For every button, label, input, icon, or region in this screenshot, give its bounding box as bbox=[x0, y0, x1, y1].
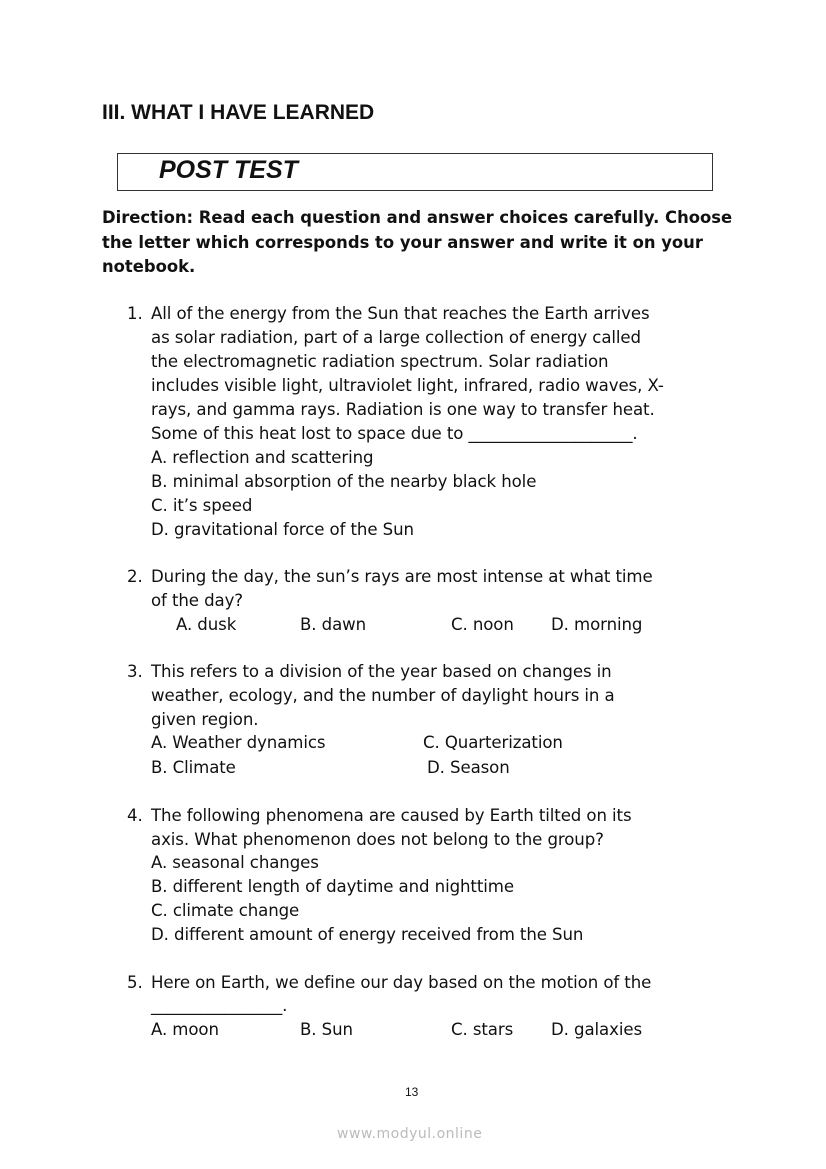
question-line: the electromagnetic radiation spectrum. Solar radiation bbox=[151, 352, 609, 371]
choice: D. different amount of energy received from the Sun bbox=[151, 925, 584, 944]
choice: C. stars bbox=[451, 1020, 514, 1039]
question-line: includes visible light, ultraviolet light, infrared, radio waves, X- bbox=[151, 376, 664, 395]
question-line: This refers to a division of the year based on changes in bbox=[151, 662, 612, 681]
question-number: 2. bbox=[127, 567, 143, 586]
choice: B. Climate bbox=[151, 758, 236, 777]
watermark: www.modyul.online bbox=[337, 1126, 483, 1142]
choice: B. Sun bbox=[300, 1020, 353, 1039]
question-line: Some of this heat lost to space due to ____________________. bbox=[151, 424, 638, 443]
question-number: 4. bbox=[127, 806, 143, 825]
choice: B. minimal absorption of the nearby black hole bbox=[151, 472, 537, 491]
choice: C. noon bbox=[451, 615, 514, 634]
choice: C. Quarterization bbox=[423, 733, 563, 752]
question-line: ________________. bbox=[151, 996, 288, 1015]
question-line: given region. bbox=[151, 710, 259, 729]
question-line: of the day? bbox=[151, 591, 244, 610]
choice: D. morning bbox=[551, 615, 643, 634]
question-line: weather, ecology, and the number of daylight hours in a bbox=[151, 686, 615, 705]
choice: C. it’s speed bbox=[151, 496, 253, 515]
question-line: All of the energy from the Sun that reaches the Earth arrives bbox=[151, 304, 650, 323]
directions: Direction: Read each question and answer choices carefully. Choose the letter which corresponds to your answer and write it on your notebook. bbox=[102, 208, 733, 276]
choice: C. climate change bbox=[151, 901, 300, 920]
choice: A. reflection and scattering bbox=[151, 448, 374, 467]
question-number: 5. bbox=[127, 973, 143, 992]
question-line: as solar radiation, part of a large collection of energy called bbox=[151, 328, 641, 347]
section-title: III. WHAT I HAVE LEARNED bbox=[102, 101, 375, 124]
choice: A. Weather dynamics bbox=[151, 733, 326, 752]
choice: B. different length of daytime and nighttime bbox=[151, 877, 514, 896]
question-number: 1. bbox=[127, 304, 143, 323]
question-line: axis. What phenomenon does not belong to the group? bbox=[151, 830, 604, 849]
choice: A. dusk bbox=[176, 615, 237, 634]
question-line: During the day, the sun’s rays are most intense at what time bbox=[151, 567, 653, 586]
choice: B. dawn bbox=[300, 615, 367, 634]
question-line: Here on Earth, we define our day based on the motion of the bbox=[151, 973, 652, 992]
choice: A. moon bbox=[151, 1020, 219, 1039]
post-test-title: POST TEST bbox=[159, 156, 298, 184]
question-line: rays, and gamma rays. Radiation is one way to transfer heat. bbox=[151, 400, 655, 419]
page-number: 13 bbox=[405, 1085, 419, 1099]
choice: D. Season bbox=[427, 758, 510, 777]
choice: D. galaxies bbox=[551, 1020, 642, 1039]
choice: A. seasonal changes bbox=[151, 853, 319, 872]
question-line: The following phenomena are caused by Earth tilted on its bbox=[151, 806, 632, 825]
question-number: 3. bbox=[127, 662, 143, 681]
post-test-box bbox=[117, 153, 713, 191]
choice: D. gravitational force of the Sun bbox=[151, 520, 414, 539]
